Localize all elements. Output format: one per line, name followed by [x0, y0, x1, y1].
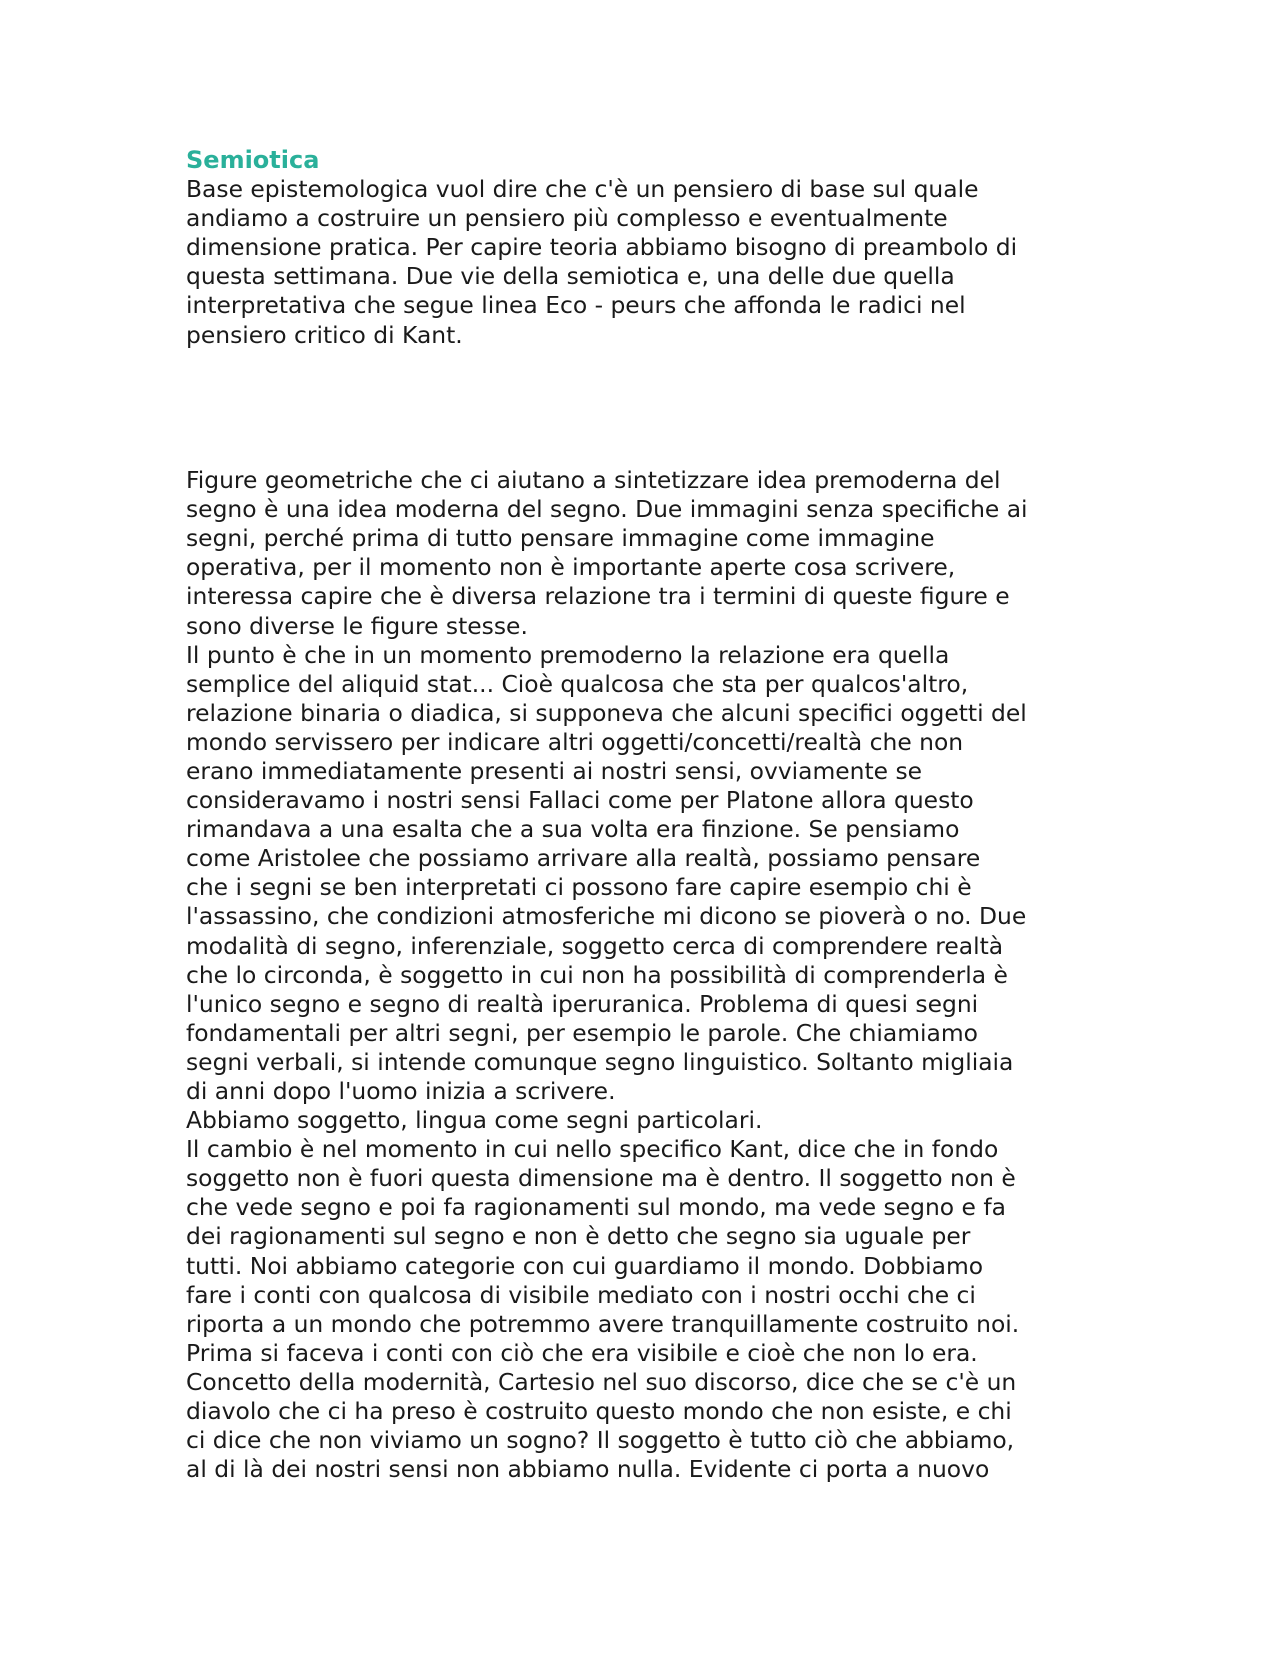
text-line: pensiero critico di Kant.	[186, 320, 463, 349]
text-line: che lo circonda, è soggetto in cui non ha possibilità di comprenderla è	[186, 960, 1008, 989]
text-line: mondo servissero per indicare altri oggetti/concetti/realtà che non	[186, 727, 964, 756]
text-line: dei ragionamenti sul segno e non è detto che segno sia uguale per	[186, 1222, 971, 1251]
text-line: relazione binaria o diadica, si supponeva che alcuni specifici oggetti del	[186, 698, 1027, 727]
text-line: fare i conti con qualcosa di visibile mediato con i nostri occhi che ci	[186, 1280, 976, 1309]
text-line: questa settimana. Due vie della semiotica e, una delle due quella	[186, 262, 955, 291]
text-line: Prima si faceva i conti con ciò che era visibile e cioè che non lo era.	[186, 1338, 978, 1367]
text-line: soggetto non è fuori questa dimensione ma è dentro. Il soggetto non è	[186, 1164, 1016, 1193]
text-line: segni, perché prima di tutto pensare immagine come immagine	[186, 524, 935, 553]
text-line: semplice del aliquid stat... Cioè qualcosa che sta per qualcos'altro,	[186, 669, 969, 698]
document-page	[186, 146, 1106, 1484]
text-line: che i segni se ben interpretati ci possono fare capire esempio chi è	[186, 873, 972, 902]
text-line: che vede segno e poi fa ragionamenti sul mondo, ma vede segno e fa	[186, 1193, 1006, 1222]
text-line: ci dice che non viviamo un sogno? Il soggetto è tutto ciò che abbiamo,	[186, 1426, 1015, 1455]
text-line: andiamo a costruire un pensiero più complesso e eventualmente	[186, 204, 948, 233]
text-line: erano immediatamente presenti ai nostri sensi, ovviamente se	[186, 756, 923, 785]
text-line: fondamentali per altri segni, per esempio le parole. Che chiamiamo	[186, 1018, 978, 1047]
body-text	[186, 466, 1106, 1484]
blank-space	[186, 350, 1106, 466]
text-line: segno è una idea moderna del segno. Due immagini senza specifiche ai	[186, 495, 1028, 524]
text-line: come Aristolee che possiamo arrivare alla realtà, possiamo pensare	[186, 844, 981, 873]
text-line: dimensione pratica. Per capire teoria abbiamo bisogno di preambolo di	[186, 233, 1018, 262]
text-line: Figure geometriche che ci aiutano a sintetizzare idea premoderna del	[186, 466, 1001, 495]
text-line: Il cambio è nel momento in cui nello specifico Kant, dice che in fondo	[186, 1135, 999, 1164]
text-line: diavolo che ci ha preso è costruito questo mondo che non esiste, e chi	[186, 1397, 1012, 1426]
text-line: l'unico segno e segno di realtà iperuranica. Problema di quesi segni	[186, 989, 979, 1018]
text-line: interpretativa che segue linea Eco - peurs che affonda le radici nel	[186, 291, 966, 320]
document-title: Semiotica	[186, 146, 320, 174]
text-line: Il punto è che in un momento premoderno la relazione era quella	[186, 640, 950, 669]
text-line: consideravamo i nostri sensi Fallaci come per Platone allora questo	[186, 786, 974, 815]
text-line: riporta a un mondo che potremmo avere tranquillamente costruito noi.	[186, 1309, 1020, 1338]
text-line: Base epistemologica vuol dire che c'è un pensiero di base sul quale	[186, 175, 979, 204]
text-line: sono diverse le figure stesse.	[186, 611, 528, 640]
text-line: Concetto della modernità, Cartesio nel suo discorso, dice che se c'è un	[186, 1367, 1017, 1396]
text-line: tutti. Noi abbiamo categorie con cui guardiamo il mondo. Dobbiamo	[186, 1251, 984, 1280]
text-line: modalità di segno, inferenziale, soggetto cerca di comprendere realtà	[186, 931, 1004, 960]
text-line: Abbiamo soggetto, lingua come segni particolari.	[186, 1106, 763, 1135]
text-line: operativa, per il momento non è importante aperte cosa scrivere,	[186, 553, 956, 582]
text-line: segni verbali, si intende comunque segno linguistico. Soltanto migliaia	[186, 1047, 1014, 1076]
text-line: interessa capire che è diversa relazione tra i termini di queste figure e	[186, 582, 1010, 611]
text-line: l'assassino, che condizioni atmosferiche mi dicono se pioverà o no. Due	[186, 902, 1027, 931]
intro-paragraph	[186, 175, 1106, 350]
text-line: di anni dopo l'uomo inizia a scrivere.	[186, 1077, 616, 1106]
text-line: rimandava a una esalta che a sua volta era finzione. Se pensiamo	[186, 815, 960, 844]
text-line: al di là dei nostri sensi non abbiamo nulla. Evidente ci porta a nuovo	[186, 1455, 990, 1484]
